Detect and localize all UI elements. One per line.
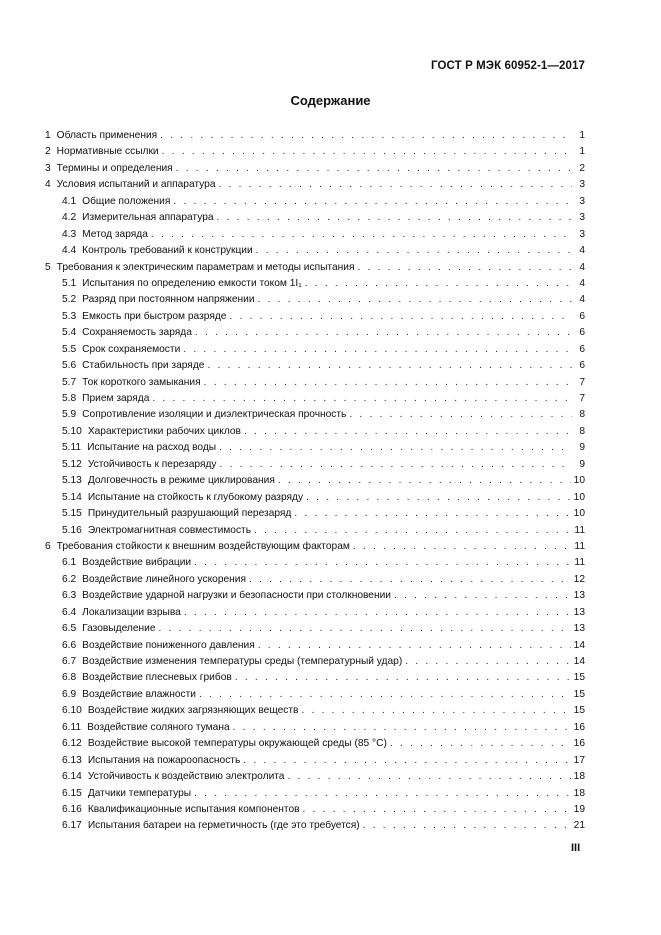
toc-entry[interactable] — [45, 459, 585, 475]
toc-entry-number: 4 — [45, 179, 51, 191]
toc-entry-number: 5.9 — [62, 409, 77, 421]
toc-entry-page: 18 — [573, 787, 585, 799]
toc-entry-title: Воздействие жидких загрязняющих веществ — [87, 705, 299, 717]
toc-entry-number: 6.12 — [62, 738, 82, 750]
toc-entry-page: 10 — [573, 475, 585, 487]
toc-entry-page: 12 — [573, 573, 585, 585]
toc-entry-title: Газовыделение — [82, 623, 156, 635]
toc-entry[interactable] — [45, 738, 585, 754]
dot-leader — [244, 426, 572, 437]
dot-leader — [306, 492, 571, 503]
toc-entry-number: 4.3 — [62, 228, 77, 240]
toc-entry-title: Датчики температуры — [87, 787, 192, 799]
toc-entry-page: 3 — [579, 179, 585, 191]
toc-entry-number: 5.11 — [62, 442, 82, 454]
toc-entry[interactable] — [45, 640, 585, 656]
toc-entry-page: 13 — [573, 590, 585, 602]
toc-entry-number: 6.10 — [62, 705, 82, 717]
toc-entry-number: 6.16 — [62, 803, 82, 815]
toc-entry-page: 15 — [573, 672, 585, 684]
toc-entry[interactable] — [45, 360, 585, 376]
toc-entry-title: Сохраняемость заряда — [82, 327, 192, 339]
toc-entry-page: 1 — [579, 146, 585, 158]
toc-entry-page: 9 — [579, 442, 585, 454]
toc-entry-page: 3 — [579, 212, 585, 224]
toc-entry-title: Воздействие вибрации — [82, 557, 192, 569]
table-of-contents — [45, 130, 585, 837]
dot-leader — [199, 689, 571, 700]
toc-entry-number: 6.4 — [62, 606, 77, 618]
dot-leader — [249, 574, 571, 585]
toc-entry-page: 13 — [573, 623, 585, 635]
toc-entry[interactable] — [45, 409, 585, 425]
toc-entry[interactable] — [45, 377, 585, 393]
toc-entry-title: Область применения — [56, 130, 158, 141]
dot-leader — [162, 146, 572, 157]
toc-entry-title: Воздействие линейного ускорения — [82, 573, 246, 585]
toc-entry-title: Прием заряда — [82, 393, 150, 404]
toc-entry[interactable] — [45, 179, 585, 195]
toc-entry-page: 10 — [573, 491, 585, 503]
toc-entry-page: 4 — [579, 261, 585, 273]
toc-entry-page: 8 — [579, 425, 585, 437]
toc-entry[interactable] — [45, 245, 585, 261]
toc-entry-page: 11 — [574, 524, 585, 536]
toc-entry-page: 4 — [579, 277, 585, 289]
toc-entry[interactable] — [45, 327, 585, 343]
toc-entry-number: 5.16 — [62, 524, 82, 536]
dot-leader — [301, 705, 570, 716]
toc-entry-title: Воздействие влажности — [82, 688, 196, 700]
toc-entry[interactable] — [45, 426, 585, 442]
toc-entry-title: Измерительная аппаратура — [82, 212, 214, 224]
toc-entry[interactable] — [45, 722, 585, 738]
toc-entry-number: 5.10 — [62, 425, 82, 437]
toc-entry-title: Требования стойкости к внешним воздействующим факторам — [56, 540, 350, 552]
toc-entry-title: Сопротивление изоляции и диэлектрическая прочность — [82, 409, 347, 421]
toc-entry-page: 17 — [573, 754, 585, 766]
toc-entry-number: 5.1 — [62, 277, 77, 289]
toc-entry[interactable] — [45, 262, 585, 278]
toc-entry-title: Воздействие плесневых грибов — [82, 672, 232, 684]
toc-entry-title: Устойчивость к перезаряду — [87, 458, 217, 470]
toc-entry-title: Испытание на стойкость к глубокому разряду — [87, 491, 304, 503]
toc-entry-number: 6.5 — [62, 623, 77, 635]
dot-leader — [217, 212, 572, 223]
toc-entry[interactable] — [45, 130, 585, 146]
toc-entry[interactable] — [45, 508, 585, 524]
toc-entry-number: 1 — [45, 130, 51, 141]
toc-entry-page: 6 — [579, 360, 585, 372]
toc-entry[interactable] — [45, 689, 585, 705]
toc-entry[interactable] — [45, 344, 585, 360]
dot-leader — [219, 179, 573, 190]
dot-leader — [159, 623, 571, 634]
dot-leader — [353, 541, 572, 552]
toc-entry-number: 5.13 — [62, 475, 82, 487]
dot-leader — [357, 262, 572, 273]
toc-entry-number: 4.2 — [62, 212, 77, 224]
toc-entry-title: Условия испытаний и аппаратура — [56, 179, 216, 191]
toc-entry-number: 6.7 — [62, 656, 77, 667]
toc-entry-title: Испытания по определению емкости током 1I₁ — [82, 277, 302, 289]
dot-leader — [184, 607, 571, 618]
toc-entry-number: 6.6 — [62, 639, 77, 651]
toc-entry[interactable] — [45, 393, 585, 409]
toc-entry-number: 6.8 — [62, 672, 77, 684]
dot-leader — [195, 327, 572, 338]
toc-entry-title: Испытание на расход воды — [87, 442, 217, 454]
dot-leader — [256, 245, 572, 256]
toc-entry-page: 15 — [573, 705, 585, 717]
toc-entry-page: 16 — [573, 721, 585, 733]
toc-entry-title: Электромагнитная совместимость — [87, 524, 252, 536]
toc-entry-page: 3 — [579, 195, 585, 207]
toc-entry[interactable] — [45, 771, 585, 787]
toc-entry-page: 7 — [579, 393, 585, 404]
toc-entry-page: 19 — [573, 803, 585, 815]
toc-entry-page: 9 — [579, 458, 585, 470]
toc-entry-number: 5.15 — [62, 508, 82, 520]
toc-entry[interactable] — [45, 623, 585, 639]
dot-leader — [176, 163, 572, 174]
dot-leader — [258, 640, 571, 651]
dot-leader — [219, 442, 572, 453]
toc-entry-page: 6 — [579, 310, 585, 322]
toc-entry[interactable] — [45, 492, 585, 508]
dot-leader — [243, 755, 570, 766]
toc-entry-title: Термины и определения — [56, 162, 173, 174]
toc-entry-title: Разряд при постоянном напряжении — [82, 294, 255, 306]
dot-leader — [235, 672, 571, 683]
dot-leader — [152, 393, 572, 404]
toc-entry-page: 4 — [579, 245, 585, 257]
dot-leader — [233, 722, 571, 733]
dot-leader — [258, 294, 572, 305]
dot-leader — [303, 804, 571, 815]
dot-leader — [160, 130, 572, 141]
toc-entry-title: Квалификационные испытания компонентов — [87, 803, 300, 815]
toc-entry-number: 5.2 — [62, 294, 77, 306]
toc-entry-title: Требования к электрическим параметрам и методы испытания — [56, 261, 355, 273]
toc-entry[interactable] — [45, 590, 585, 606]
dot-leader — [287, 771, 570, 782]
toc-entry[interactable] — [45, 804, 585, 820]
toc-entry[interactable] — [45, 278, 585, 294]
dot-leader — [294, 508, 570, 519]
toc-entry-title: Нормативные ссылки — [56, 146, 159, 158]
toc-entry-title: Воздействие соляного тумана — [87, 721, 230, 733]
toc-entry-number: 6.2 — [62, 573, 77, 585]
toc-entry-page: 6 — [579, 327, 585, 339]
toc-entry-page: 14 — [573, 656, 585, 667]
toc-entry-page: 11 — [574, 540, 585, 552]
dot-leader — [363, 820, 571, 831]
toc-entry-number: 2 — [45, 146, 51, 158]
toc-entry[interactable] — [45, 755, 585, 771]
toc-entry-page: 3 — [579, 228, 585, 240]
toc-entry-page: 8 — [579, 409, 585, 421]
toc-entry-number: 5 — [45, 261, 51, 273]
toc-entry-title: Срок сохраняемости — [82, 343, 181, 355]
toc-entry-title: Воздействие изменения температуры среды (температурный удар) — [82, 656, 403, 667]
toc-entry-number: 5.8 — [62, 393, 77, 404]
toc-entry-page: 4 — [579, 294, 585, 306]
toc-entry[interactable] — [45, 672, 585, 688]
toc-entry-page: 16 — [573, 738, 585, 750]
toc-entry-number: 5.5 — [62, 343, 77, 355]
toc-entry[interactable] — [45, 541, 585, 557]
toc-entry[interactable] — [45, 212, 585, 228]
dot-leader — [349, 409, 572, 420]
toc-entry[interactable] — [45, 475, 585, 491]
toc-entry-title: Метод заряда — [82, 228, 148, 240]
dot-leader — [394, 590, 571, 601]
dot-leader — [254, 525, 571, 536]
toc-entry-title: Контроль требований к конструкции — [82, 245, 253, 257]
dot-leader — [204, 377, 572, 388]
toc-entry-title: Стабильность при заряде — [82, 360, 205, 372]
toc-entry-number: 5.3 — [62, 310, 77, 322]
toc-entry-number: 5.6 — [62, 360, 77, 372]
toc-entry-number: 3 — [45, 162, 51, 174]
toc-entry-title: Принудительный разрушающий перезаряд — [87, 508, 292, 520]
toc-entry-title: Локализации взрыва — [82, 606, 181, 618]
toc-entry-page: 15 — [573, 688, 585, 700]
dot-leader — [194, 557, 571, 568]
dot-leader — [194, 788, 571, 799]
toc-entry-number: 6.17 — [62, 820, 82, 832]
toc-entry[interactable] — [45, 820, 585, 836]
dot-leader — [207, 360, 572, 371]
toc-entry[interactable] — [45, 229, 585, 245]
toc-entry-number: 6.1 — [62, 557, 77, 569]
toc-entry-number: 6 — [45, 540, 51, 552]
toc-entry[interactable] — [45, 607, 585, 623]
toc-entry-page: 11 — [574, 557, 585, 569]
toc-entry[interactable] — [45, 163, 585, 179]
toc-entry[interactable] — [45, 705, 585, 721]
toc-entry-page: 1 — [579, 130, 585, 141]
dot-leader — [183, 344, 572, 355]
toc-entry-title: Емкость при быстром разряде — [82, 310, 227, 322]
toc-entry-number: 5.14 — [62, 491, 82, 503]
toc-entry-title: Воздействие ударной нагрузки и безопасности при столкновении — [82, 590, 391, 602]
toc-entry-title: Воздействие пониженного давления — [82, 639, 255, 651]
toc-entry[interactable] — [45, 146, 585, 162]
dot-leader — [220, 459, 573, 470]
toc-entry-number: 6.9 — [62, 688, 77, 700]
toc-entry[interactable] — [45, 557, 585, 573]
toc-entry-title: Ток короткого замыкания — [82, 376, 201, 388]
toc-entry-number: 6.14 — [62, 771, 82, 783]
dot-leader — [229, 311, 572, 322]
toc-entry-number: 5.7 — [62, 376, 77, 388]
dot-leader — [390, 738, 571, 749]
toc-entry-page: 2 — [579, 162, 585, 174]
toc-entry-number: 6.11 — [62, 721, 82, 733]
toc-entry-title: Долговечность в режиме циклирования — [87, 475, 275, 487]
toc-entry-page: 10 — [573, 508, 585, 520]
dot-leader — [278, 475, 571, 486]
toc-entry-title: Испытания батареи на герметичность (где это требуется) — [87, 820, 360, 832]
toc-entry-page: 14 — [573, 639, 585, 651]
toc-entry-number: 5.12 — [62, 458, 82, 470]
toc-entry[interactable] — [45, 442, 585, 458]
dot-leader — [151, 229, 572, 240]
toc-entry-title: Общие положения — [82, 195, 171, 207]
toc-entry-title: Устойчивость к воздействию электролита — [87, 771, 285, 783]
toc-entry-number: 6.13 — [62, 754, 82, 766]
toc-entry-page: 13 — [573, 606, 585, 618]
toc-entry-title: Воздействие высокой температуры окружающей среды (85 °С) — [87, 738, 387, 750]
toc-entry-number: 4.4 — [62, 245, 77, 257]
toc-entry[interactable] — [45, 525, 585, 541]
toc-entry-page: 7 — [579, 376, 585, 388]
toc-entry[interactable] — [45, 788, 585, 804]
page-title: Содержание — [290, 93, 371, 108]
dot-leader — [305, 278, 572, 289]
page-number: III — [571, 842, 581, 854]
toc-entry-number: 4.1 — [62, 195, 77, 207]
toc-entry-page: 6 — [579, 343, 585, 355]
toc-entry[interactable] — [45, 656, 585, 672]
toc-entry-title: Испытания на пожароопасность — [87, 754, 241, 766]
dot-leader — [405, 656, 570, 667]
toc-entry-title: Характеристики рабочих циклов — [87, 425, 241, 437]
toc-entry[interactable] — [45, 311, 585, 327]
toc-entry[interactable] — [45, 196, 585, 212]
toc-entry[interactable] — [45, 294, 585, 310]
document-code: ГОСТ Р МЭК 60952-1—2017 — [431, 60, 585, 72]
toc-entry-number: 6.15 — [62, 787, 82, 799]
toc-entry-page: 18 — [573, 771, 585, 783]
toc-entry-number: 5.4 — [62, 327, 77, 339]
toc-entry-page: 21 — [573, 820, 585, 832]
toc-entry[interactable] — [45, 574, 585, 590]
dot-leader — [173, 196, 572, 207]
toc-entry-number: 6.3 — [62, 590, 77, 602]
